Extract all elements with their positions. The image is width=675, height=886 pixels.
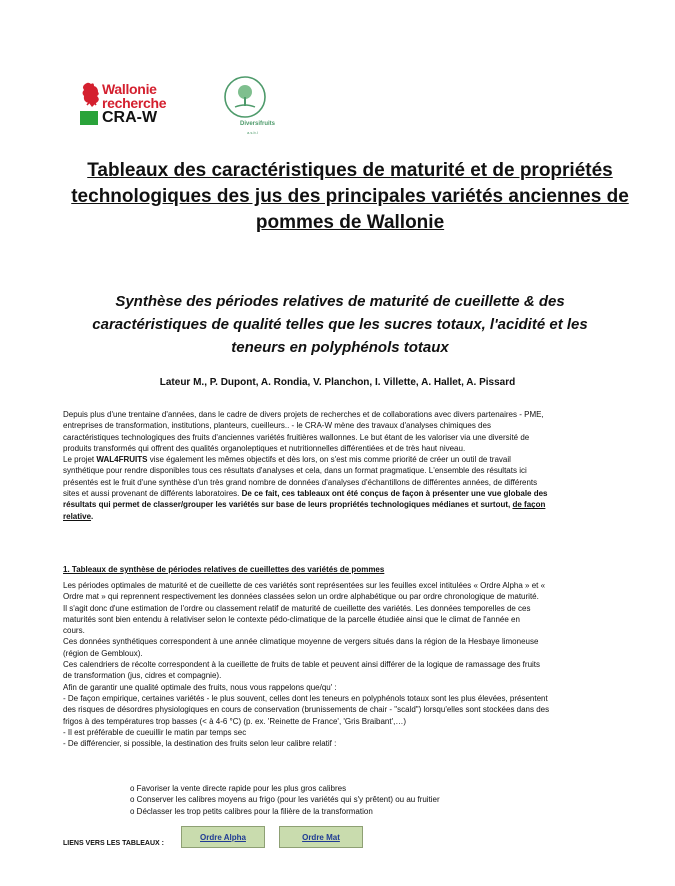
section-line: de transformation (jus, cidres et compagnie).: [63, 671, 222, 681]
intro-text: Le projet: [63, 455, 97, 465]
title-line-2: technologiques des jus des principales variétés anciennes de: [71, 186, 629, 207]
diversifruits-asbl-text: a.s.b.l: [247, 130, 258, 135]
section-line: Ordre mat » qui reprennent respectivement les données classées selon un ordre alphabétique ou par ordre chronologique de maturité.: [63, 592, 539, 602]
section-line: - De différencier, si possible, la destination des fruits selon leur calibre relatif :: [63, 739, 337, 749]
subtitle: [40, 290, 640, 359]
intro-line: [63, 454, 623, 465]
intro-bold-text: .: [91, 511, 94, 521]
rooster-icon: [80, 81, 102, 107]
subtitle-line-1: Synthèse des périodes relatives de maturité de cueillette & des: [115, 293, 565, 310]
intro-line: [63, 499, 623, 510]
subtitle-line-2: caractéristiques de qualité telles que les sucres totaux, l'acidité et les: [92, 316, 588, 333]
intro-underlined-text: de façon: [512, 500, 546, 510]
intro-line: Depuis plus d'une trentaine d'années, dans le cadre de divers projets de recherches et de collaborations avec divers partenaires - PME,: [63, 410, 544, 419]
section-line: (région de Gembloux).: [63, 648, 143, 658]
recherche-text: recherche: [102, 95, 167, 111]
section-line: frigos à des températures trop basses (< à 4-6 °C) (p. ex. 'Reinette de France', 'Gris Braibant',…): [63, 716, 407, 726]
project-name: WAL4FRUITS: [96, 455, 148, 465]
intro-line: entreprises de transformation, institutions, planteurs, cueilleurs.. - le CRA-W mène des travaux d'analyses chimiques des: [63, 421, 491, 431]
section-line: Afin de garantir une qualité optimale des fruits, nous vous rappelons que/qu' :: [63, 682, 337, 692]
bullet-list: [130, 783, 440, 817]
wallonie-recherche-logo: [80, 79, 190, 133]
list-item: o Favoriser la vente directe rapide pour les plus gros calibres: [130, 784, 347, 793]
diversifruits-emblem-icon: [219, 75, 267, 137]
section-1-body: [63, 580, 623, 749]
intro-line: [63, 511, 623, 522]
intro-line: produits transformés qui offrent des qualités organoleptiques et nutritionnelles différentiées et de très haut niveau.: [63, 443, 466, 453]
section-line: - Il est préférable de cueuillir le matin par temps sec: [63, 727, 247, 737]
ordre-mat-link-button[interactable]: Ordre Mat: [279, 826, 363, 848]
section-line: Ces calendriers de récolte correspondent à la cueillette de fruits de table et peuvent ainsi différer de la logique de ramassage des fruits: [63, 660, 541, 670]
page-title: [40, 158, 660, 236]
intro-line: caractéristiques technologiques des fruits d'anciennes variétés fruitières wallonnes. Le but étant de les valoriser via une diversité de: [63, 432, 530, 442]
authors: Lateur M., P. Dupont, A. Rondia, V. Planchon, I. Villette, A. Hallet, A. Pissard: [159, 377, 516, 388]
craw-flag-icon: [80, 111, 98, 125]
links-label: LIENS VERS LES TABLEAUX :: [63, 840, 164, 847]
intro-underlined-text: relative: [63, 511, 92, 521]
intro-line: synthétique pour rendre disponibles tous ces résultats d'analyses et cela, dans un format pragmatique. L'ensemble des résultats ici: [63, 466, 527, 476]
diversifruits-logo: [219, 75, 276, 137]
intro-text: vise également les mêmes objectifs et dès lors, on s'est mis comme priorité de créer un outil de travail: [147, 455, 511, 465]
section-line: Il s'agit donc d'une estimation de l'ordre ou classement relatif de maturité de cueillette des variétés. Les données temporelles de ces: [63, 603, 531, 613]
section-line: cours.: [63, 626, 85, 636]
intro-line: [63, 488, 623, 499]
section-line: maturités sont bien entendu à relativiser selon le contexte pédo-climatique de la parcelle étudiée ainsi que le climat de l'année en: [63, 614, 520, 624]
list-item: o Déclasser les trop petits calibres pour la filière de la transformation: [130, 806, 373, 816]
section-line: des risques de désordres physiologiques en cours de conservation (brunissements de chair - "scald") lorsqu'elles sont stockées dans des: [63, 705, 550, 715]
section-line: Ces données synthétiques correspondent à une année climatique moyenne de vergers situés dans la région de la Hesbaye limoneuse: [63, 637, 539, 647]
intro-paragraph: [63, 409, 623, 522]
title-line-1: Tableaux des caractéristiques de maturité et de propriétés: [87, 160, 613, 181]
craw-text: CRA-W: [102, 109, 158, 126]
diversifruits-text: Diversifruits: [240, 121, 276, 127]
title-line-3: pommes de Wallonie: [255, 212, 445, 233]
section-line: Les périodes optimales de maturité et de cueillette de ces variétés sont représentées sur les feuilles excel intitulées « Ordre Alpha » et «: [63, 581, 546, 590]
subtitle-line-3: teneurs en polyphénols totaux: [231, 339, 449, 356]
intro-bold-text: De ce fait, ces tableaux ont été conçus de façon à présenter une vue globale des: [241, 489, 548, 499]
ordre-alpha-link-button[interactable]: Ordre Alpha: [181, 826, 265, 848]
intro-line: présentés est le fruit d'une synthèse d'un très grand nombre de données d'analyses d'échantillons de différentes années, de différents: [63, 477, 538, 487]
intro-text: sites et aussi provenant de différents laboratoires.: [63, 489, 242, 499]
list-item: o Conserver les calibres moyens au frigo (pour les variétés qui s'y prêtent) ou au fruitier: [130, 795, 440, 805]
intro-bold-text: résultats qui permet de classer/grouper les variétés sur base de leurs propriétés technologiques médianes et surtout,: [63, 500, 513, 510]
section-line: - De façon empirique, certaines variétés - le plus souvent, celles dont les teneurs en polyphénols totaux sont les plus élevées, présentent: [63, 693, 548, 703]
wallonie-text: Wallonie: [102, 81, 157, 97]
section-1-title: 1. Tableaux de synthèse de périodes relatives de cueillettes des variétés de pommes: [63, 565, 385, 574]
